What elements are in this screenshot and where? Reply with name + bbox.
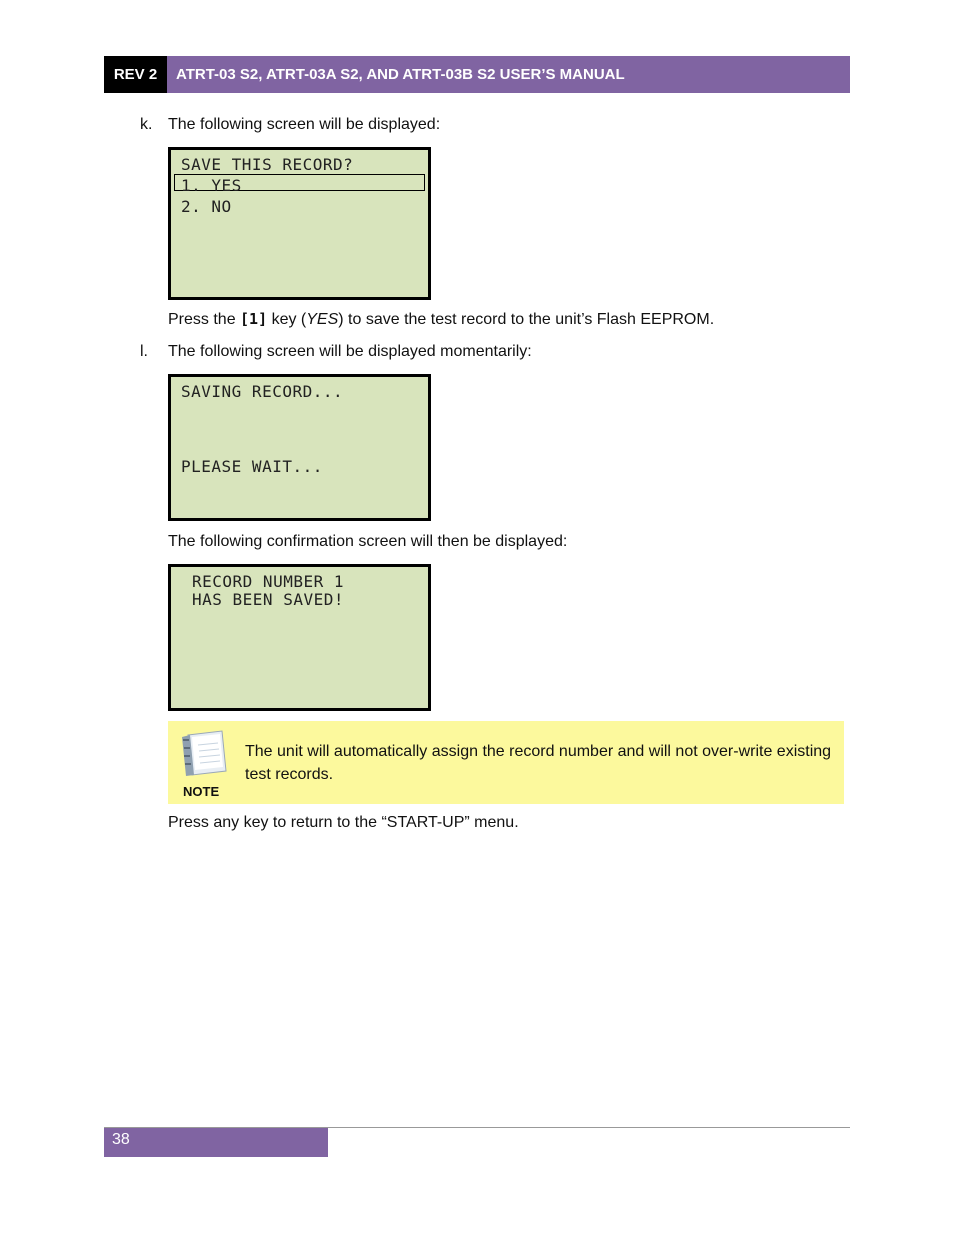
option-yes: YES: [306, 311, 339, 328]
lcd-screen-saving: [168, 374, 431, 521]
key-1-label: [1]: [240, 310, 268, 328]
lcd-line: SAVING RECORD...: [181, 382, 344, 401]
page-header: [104, 56, 850, 93]
step-k-instruction: Press the [1] key (YES) to save the test record to the unit’s Flash EEPROM.: [168, 310, 715, 328]
note-box: [168, 721, 844, 804]
manual-title: ATRT-03 S2, ATRT-03A S2, AND ATRT-03B S2 USER’S MANUAL: [167, 56, 850, 93]
lcd-line: RECORD NUMBER 1: [192, 572, 344, 591]
lcd-screen-save-record: [168, 147, 431, 300]
lcd-line: PLEASE WAIT...: [181, 457, 323, 476]
lcd-screen-saved: [168, 564, 431, 711]
lcd-line: 2. NO: [181, 197, 232, 216]
final-instruction: Press any key to return to the “START-UP” menu.: [168, 814, 519, 831]
lcd-line: 1. YES: [181, 176, 242, 195]
note-text: The unit will automatically assign the record number and will not over-write existing test records.: [245, 743, 832, 783]
step-marker: l.: [140, 343, 148, 360]
step-text: The following screen will be displayed:: [168, 116, 441, 133]
step-marker: k.: [140, 116, 153, 133]
revision-label: REV 2: [104, 56, 167, 93]
lcd-line: HAS BEEN SAVED!: [192, 590, 344, 609]
notepad-icon: [178, 729, 230, 777]
step-text: The following screen will be displayed momentarily:: [168, 343, 532, 360]
lcd-line: SAVE THIS RECORD?: [181, 155, 354, 174]
confirmation-intro: The following confirmation screen will then be displayed:: [168, 533, 568, 550]
page-number: 38: [104, 1128, 328, 1157]
note-label: NOTE: [183, 784, 220, 799]
